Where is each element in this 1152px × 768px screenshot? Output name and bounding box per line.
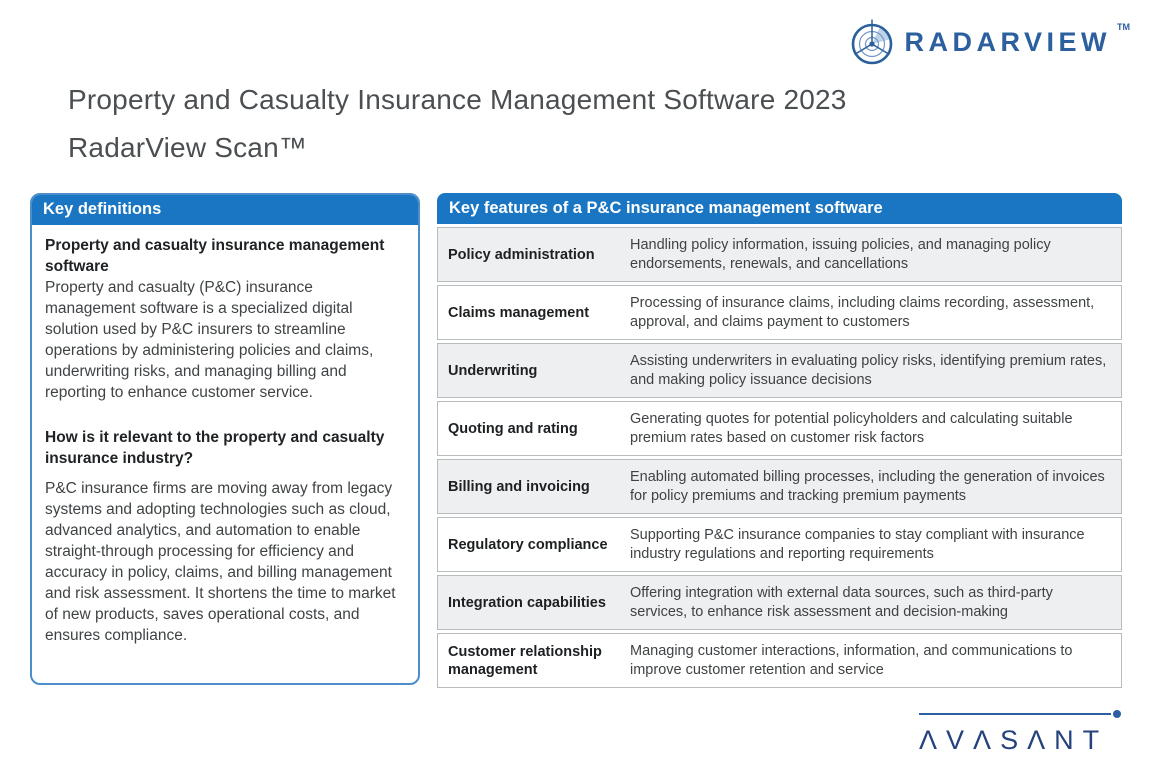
feature-name: Integration capabilities: [448, 594, 606, 611]
relevance-text: P&C insurance firms are moving away from legacy systems and adopting technologies such as cloud, advanced analytics, and automation to enable straight-through processing for efficiency and accuracy in policy, claims, and billing management and risk assessment. It shortens the time to market of new products, saves operational costs, and ensures compliance.: [45, 480, 396, 644]
avasant-logo: [919, 713, 1124, 756]
feature-description: Enabling automated billing processes, including the generation of invoices for policy premiums and tracking premium payments: [630, 469, 1105, 504]
feature-name: Regulatory compliance: [448, 536, 608, 553]
avasant-rule-line: [919, 713, 1111, 715]
feature-name: Policy administration: [448, 246, 595, 263]
radar-icon: [848, 18, 896, 66]
key-features-panel: [437, 193, 1122, 688]
page-title: [68, 76, 847, 172]
key-definitions-panel: [30, 193, 420, 685]
feature-name: Customer relationship management: [448, 643, 602, 678]
relevance-heading: How is it relevant to the property and casualty insurance industry?: [45, 429, 385, 467]
feature-description: Supporting P&C insurance companies to stay compliant with insurance industry regulations and reporting requirements: [630, 527, 1085, 562]
feature-name: Underwriting: [448, 362, 538, 379]
table-row: [437, 517, 1122, 572]
radarview-wordmark: RADARVIEW: [904, 26, 1111, 57]
table-row: [437, 343, 1122, 398]
feature-description: Assisting underwriters in evaluating policy risks, identifying premium rates, and making policy issuance decisions: [630, 353, 1107, 388]
radarview-trademark: TM: [1117, 22, 1130, 32]
page-title-line2: RadarView Scan™: [68, 132, 308, 163]
definition-heading: Property and casualty insurance management software: [45, 237, 385, 275]
key-features-header: Key features of a P&C insurance management software: [437, 193, 1122, 224]
content-panels: [30, 193, 1122, 688]
feature-description: Processing of insurance claims, including claims recording, assessment, approval, and claims payment to customers: [630, 295, 1095, 330]
feature-table: [437, 227, 1122, 688]
feature-description: Offering integration with external data sources, such as third-party services, to enhance risk assessment and decision-making: [630, 585, 1053, 620]
feature-name: Billing and invoicing: [448, 478, 590, 495]
page-title-line1: Property and Casualty Insurance Management Software 2023: [68, 84, 847, 115]
table-row: [437, 575, 1122, 630]
table-row: [437, 401, 1122, 456]
feature-name: Claims management: [448, 304, 590, 321]
table-row: [437, 227, 1122, 282]
table-row: [437, 459, 1122, 514]
key-definitions-body: [32, 225, 418, 660]
table-row: [437, 633, 1122, 688]
avasant-wordmark: ΛVΛSΛNT: [919, 725, 1109, 755]
radarview-logo: [848, 18, 1130, 66]
feature-name: Quoting and rating: [448, 420, 578, 437]
feature-description: Handling policy information, issuing policies, and managing policy endorsements, renewals, and cancellations: [630, 237, 1051, 272]
key-definitions-header: Key definitions: [31, 194, 419, 225]
feature-description: Managing customer interactions, information, and communications to improve customer retention and service: [630, 643, 1073, 678]
definition-text: Property and casualty (P&C) insurance management software is a specialized digital solution used by P&C insurers to streamline operations by administering policies and claims, underwriting risks, and managing billing and reporting to enhance customer service.: [45, 279, 374, 401]
table-row: [437, 285, 1122, 340]
feature-description: Generating quotes for potential policyholders and calculating suitable premium rates based on customer risk factors: [630, 411, 1073, 446]
